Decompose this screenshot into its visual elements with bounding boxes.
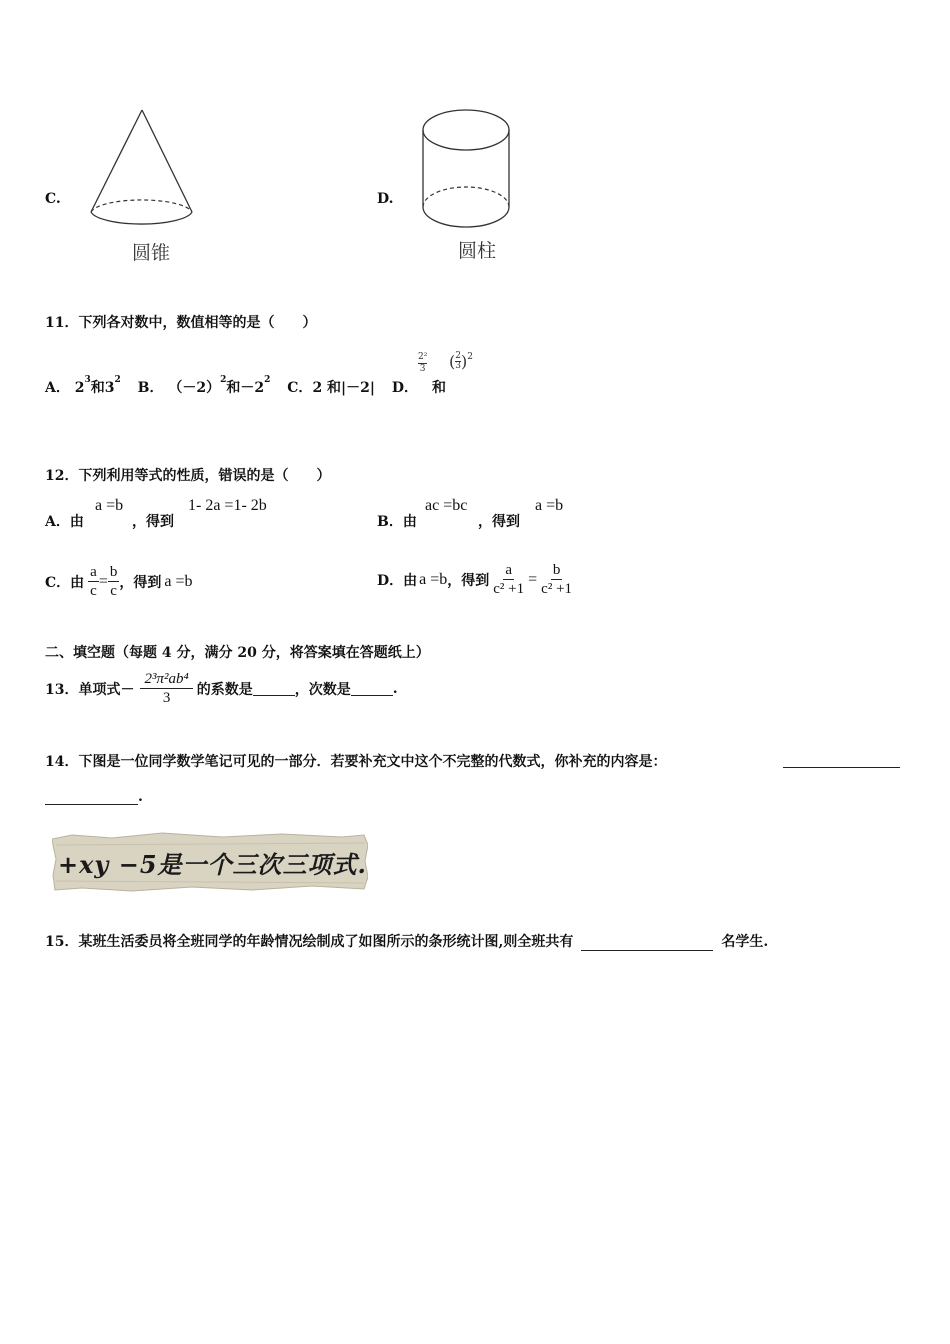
cylinder-figure <box>418 105 518 235</box>
cone-caption: 圆锥 <box>132 242 171 264</box>
q12-d-d1: c² +1 <box>493 581 525 597</box>
q12-d-row <box>377 561 574 598</box>
q15-blank[interactable] <box>581 936 713 951</box>
q14-blank-line1[interactable] <box>783 753 900 768</box>
q13-fraction <box>140 670 192 707</box>
q14-stem: 14．下图是一位同学数学笔记可见的一部分．若要补充文中这个不完整的代数式，你补充的内容是： <box>45 754 667 770</box>
q11-stem: 11．下列各对数中，数值相等的是（ ） <box>45 315 317 331</box>
q13-prefix: 13．单项式－ <box>45 681 135 698</box>
q13-num: 2³π²ab⁴ <box>140 670 192 689</box>
q11-a-base2: 3 <box>104 380 115 396</box>
q13-row <box>45 670 398 707</box>
q11-a-exp2: 2 <box>114 375 121 385</box>
q11-d-paren-num: 2 <box>455 351 461 361</box>
q11-d-label: D． <box>391 380 418 396</box>
q12-d-n1: a <box>505 562 513 578</box>
q12-c-n1: a <box>90 564 97 580</box>
q11-b-exp1: 2 <box>220 375 227 385</box>
q15-end: 名学生. <box>721 934 769 950</box>
q12-c-result: a =b <box>164 572 193 590</box>
q13-mid: ，次数是 <box>294 681 351 698</box>
section2-heading: 二、填空题（每题 4 分，满分 20 分，将答案填在答题纸上） <box>45 645 430 661</box>
q11-a-label: A． <box>45 380 70 396</box>
q14-blank-line2-row <box>45 789 143 805</box>
q14-blank-line2[interactable] <box>45 790 138 805</box>
q11-d-fraction <box>418 352 427 375</box>
q14-end: . <box>138 789 143 805</box>
q11-c-text: 2 和|－2| <box>312 380 375 396</box>
notebook-text: +xy −5是一个三次三项式. <box>58 850 367 879</box>
q12-d-given: a =b <box>419 570 448 588</box>
q12-c-label: C．由 <box>45 574 85 591</box>
q12-c-n2: b <box>109 564 118 580</box>
q12-c-row <box>45 563 192 600</box>
q12-d-frac1 <box>491 561 526 598</box>
q12-c-get: ，得到 <box>119 574 162 591</box>
q12-d-n2: b <box>552 562 561 578</box>
cone-figure <box>85 105 200 230</box>
q11-d-frac-num: 2² <box>418 352 428 362</box>
q12-d-d2: c² +1 <box>541 581 573 597</box>
q11-a-and: 和 <box>90 380 105 396</box>
q12-b-given: ac =bc <box>425 497 468 514</box>
q13-end: . <box>392 680 398 697</box>
q15-row <box>45 931 768 951</box>
cylinder-caption: 圆柱 <box>458 240 497 262</box>
q11-b-label: B． <box>137 380 164 396</box>
q11-b-base1: （－2） <box>168 380 221 396</box>
q12-a-get: ，得到 <box>132 514 174 530</box>
q12-a-label: A．由 <box>45 514 84 530</box>
q11-options <box>45 377 418 397</box>
q11-d-and: 和 <box>432 380 446 396</box>
option-d-label: D. <box>377 191 394 207</box>
q12-c-frac2 <box>108 563 120 600</box>
q12-c-eq: = <box>98 572 108 590</box>
q13-suffix1: 的系数是 <box>196 681 253 698</box>
q13-den: 3 <box>162 690 171 706</box>
q12-b-result: a =b <box>535 497 564 514</box>
q12-b-get: ，得到 <box>478 514 520 530</box>
q11-d-paren-den: 3 <box>455 361 461 371</box>
q11-d-frac-den: 3 <box>419 364 426 374</box>
q13-blank1[interactable] <box>253 681 295 696</box>
q12-c-d1: c <box>90 583 97 599</box>
q15-stem: 15．某班生活委员将全班同学的年龄情况绘制成了如图所示的条形统计图,则全班共有 <box>45 934 574 950</box>
q11-b-base2: 2 <box>254 380 265 396</box>
q11-a-base1: 2 <box>74 380 85 396</box>
q12-c-d2: c <box>110 583 117 599</box>
q13-blank2[interactable] <box>351 681 393 696</box>
q12-d-get: ，得到 <box>447 572 490 589</box>
q11-c-label: C． <box>287 380 313 396</box>
q12-a-result: 1- 2a =1- 2b <box>188 497 267 514</box>
q12-a-given: a =b <box>95 497 124 514</box>
q12-d-eq: = <box>528 570 538 588</box>
q11-d-exp: 2 <box>467 352 473 362</box>
q11-a-exp1: 3 <box>84 375 91 385</box>
q12-b-label: B．由 <box>377 514 417 530</box>
notebook-strip <box>52 831 368 893</box>
q11-d-paren-fraction: ( $\frac{2}{3}$ ) 2 <box>449 351 473 371</box>
option-c-label: C. <box>45 191 61 207</box>
q12-d-label: D．由 <box>377 572 418 589</box>
q11-b-exp2: 2 <box>264 375 271 385</box>
q12-c-frac1 <box>88 563 99 600</box>
q11-b-and: 和－ <box>226 380 255 396</box>
q12-stem: 12．下列利用等式的性质，错误的是（ ） <box>45 468 331 484</box>
q12-d-frac2 <box>539 561 574 598</box>
